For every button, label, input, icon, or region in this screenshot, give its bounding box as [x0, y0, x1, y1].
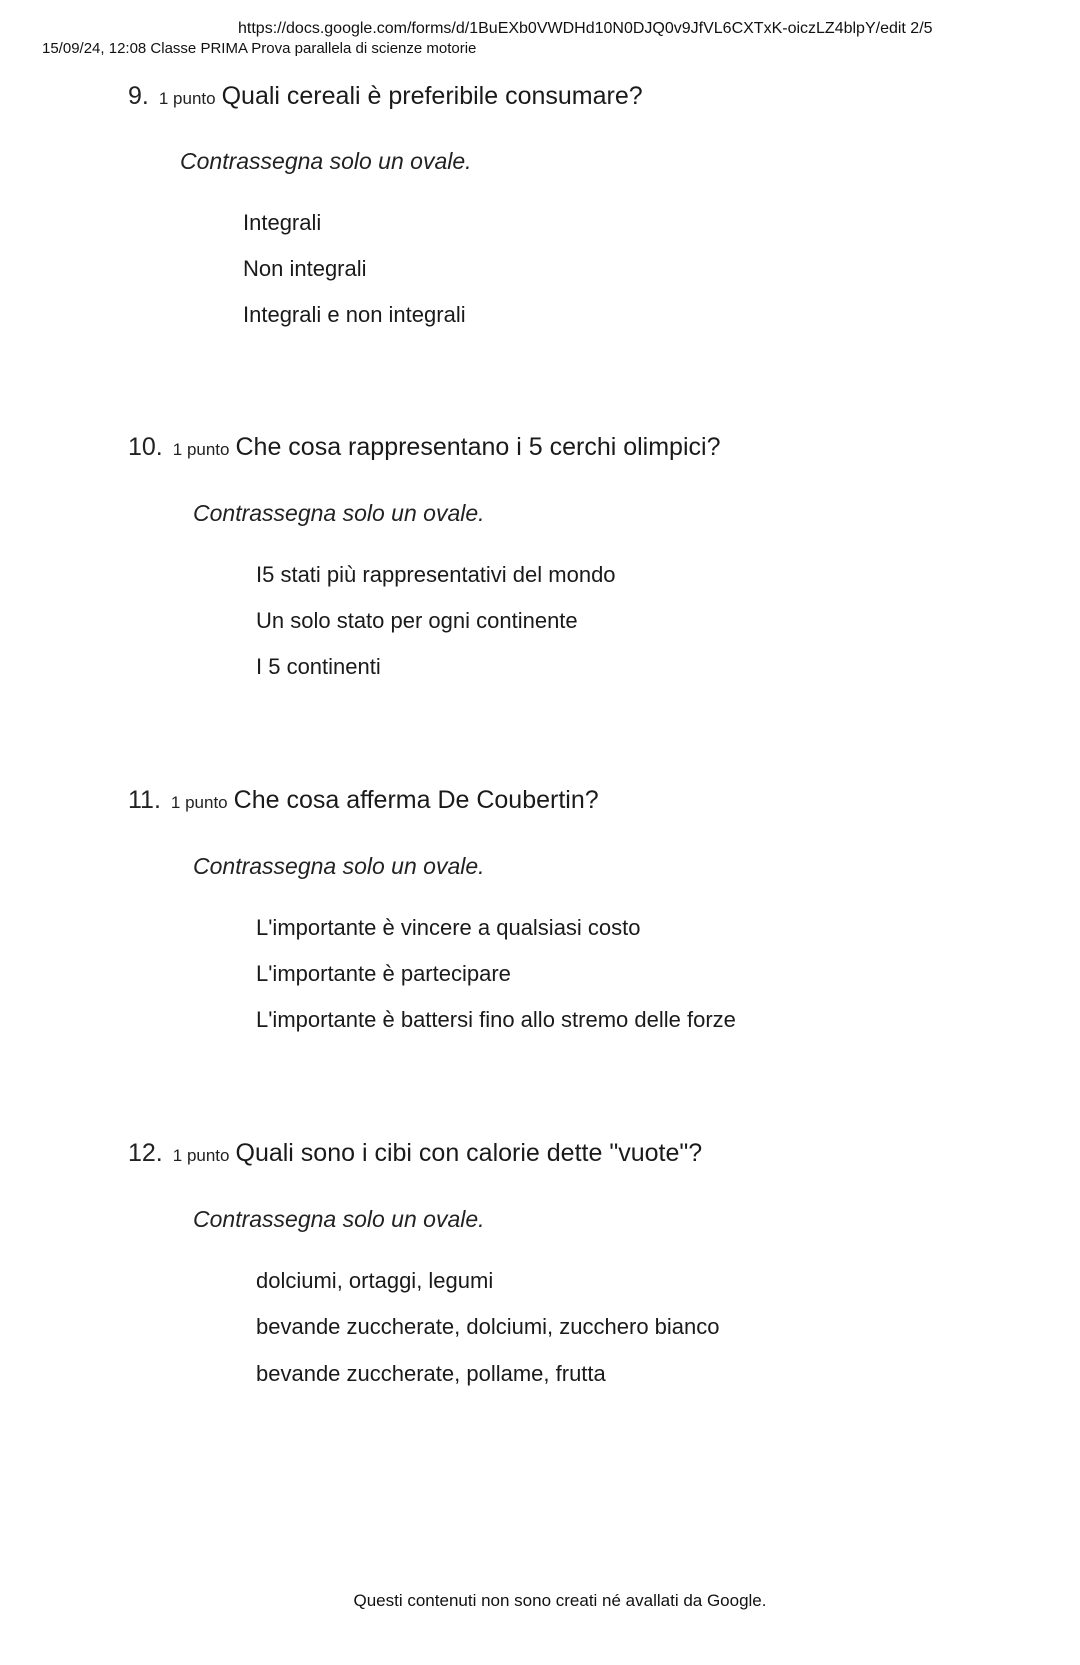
question-instruction: Contrassegna solo un ovale.: [193, 853, 485, 879]
question-number: 12.: [128, 1139, 163, 1167]
question-text: Che cosa rappresentano i 5 cerchi olimpici?: [235, 433, 721, 461]
option-integrali[interactable]: Integrali: [243, 210, 322, 235]
question-points: 1 punto: [158, 89, 216, 108]
option-bevande-dolciumi[interactable]: bevande zuccherate, dolciumi, zucchero bianco: [256, 1314, 720, 1339]
question-title: [128, 433, 720, 462]
page-url: https://docs.google.com/forms/d/1BuEXb0VWDHd10N0DJQ0v9JfVL6CXTxK-oiczLZ4blpY/edit 2/5: [238, 20, 933, 37]
question-points: 1 punto: [172, 440, 230, 459]
option-vincere[interactable]: L'importante è vincere a qualsiasi costo: [256, 915, 641, 940]
question-number: 11.: [128, 786, 161, 814]
option-battersi[interactable]: L'importante è battersi fino allo stremo delle forze: [256, 1007, 736, 1032]
print-meta: 15/09/24, 12:08 Classe PRIMA Prova parallela di scienze motorie: [42, 40, 477, 57]
question-instruction: Contrassegna solo un ovale.: [193, 500, 485, 526]
option-5-continenti[interactable]: I 5 continenti: [256, 654, 381, 679]
question-title: [128, 82, 643, 111]
question-points: 1 punto: [170, 793, 228, 812]
question-points: 1 punto: [172, 1146, 230, 1165]
option-5-stati[interactable]: I5 stati più rappresentativi del mondo: [256, 562, 616, 587]
question-text: Che cosa afferma De Coubertin?: [233, 786, 599, 814]
question-instruction: Contrassegna solo un ovale.: [180, 148, 472, 174]
option-partecipare[interactable]: L'importante è partecipare: [256, 961, 511, 986]
question-instruction: Contrassegna solo un ovale.: [193, 1206, 485, 1232]
google-disclaimer: Questi contenuti non sono creati né avallati da Google.: [353, 1591, 767, 1610]
question-title: [128, 786, 599, 815]
option-non-integrali[interactable]: Non integrali: [243, 256, 367, 281]
question-title: [128, 1139, 702, 1168]
question-number: 10.: [128, 433, 163, 461]
question-number: 9.: [128, 82, 149, 110]
question-text: Quali sono i cibi con calorie dette "vuote"?: [235, 1139, 703, 1167]
option-integrali-e-non-integrali[interactable]: Integrali e non integrali: [243, 302, 466, 327]
question-text: Quali cereali è preferibile consumare?: [221, 82, 643, 110]
option-un-solo-stato[interactable]: Un solo stato per ogni continente: [256, 608, 578, 633]
option-dolciumi-ortaggi[interactable]: dolciumi, ortaggi, legumi: [256, 1268, 494, 1293]
option-bevande-pollame[interactable]: bevande zuccherate, pollame, frutta: [256, 1361, 606, 1386]
